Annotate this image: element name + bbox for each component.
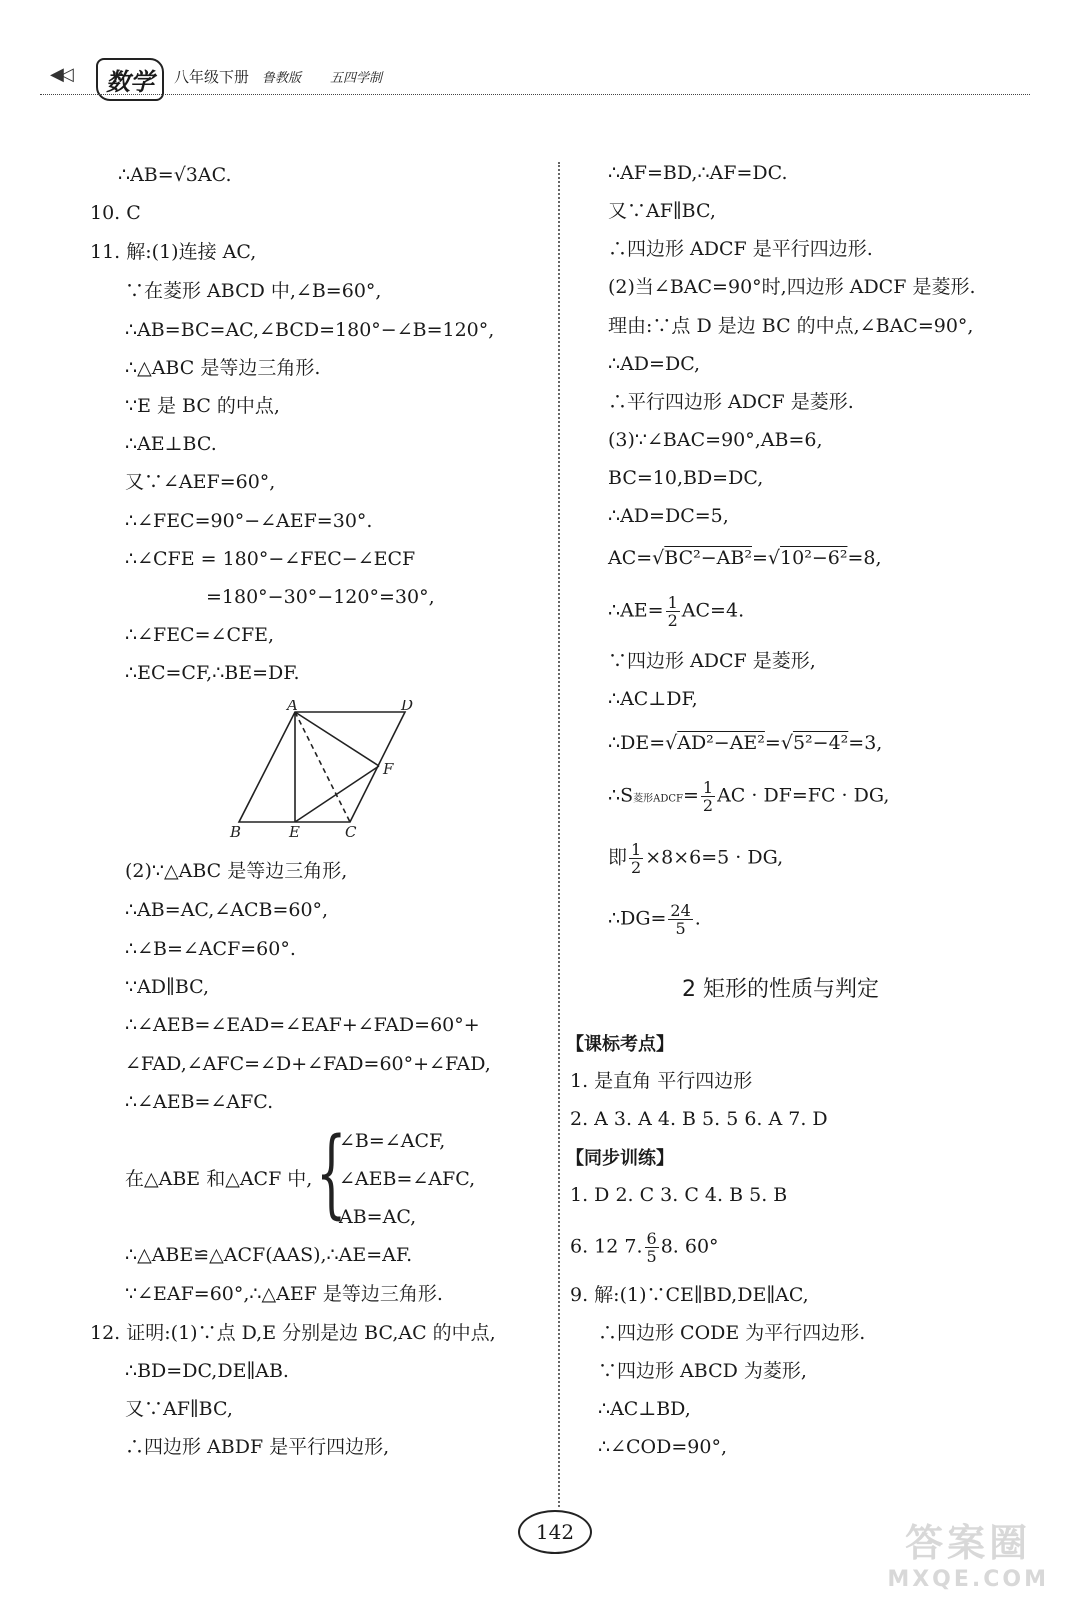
tag-label: 【同步训练】: [566, 1148, 674, 1169]
text-line: ∵AD∥BC,: [125, 976, 210, 998]
formula-part: =√: [752, 547, 781, 569]
denominator: 2: [702, 796, 714, 815]
formula-line: [608, 902, 701, 937]
label-c: C: [345, 823, 357, 840]
formula-line: [608, 545, 882, 571]
segment-ac: [295, 712, 350, 822]
segment-af: [295, 712, 379, 766]
grade-label: 八年级下册: [174, 68, 250, 86]
formula-line: [608, 730, 882, 756]
formula-part: .: [694, 907, 701, 930]
text-line: ∵∠EAF=60°,∴△AEF 是等边三角形.: [125, 1283, 443, 1305]
numerator: 1: [631, 840, 642, 859]
text-line: ∴∠FEC=90°−∠AEF=30°.: [125, 510, 373, 532]
text-line: ∴四边形 ABDF 是平行四边形,: [125, 1436, 390, 1458]
text-line: ∴四边形 CODE 为平行四边形.: [598, 1322, 866, 1344]
formula-part: BC²−AB²: [664, 547, 752, 569]
text-line: ∴BD=DC,DE∥AB.: [125, 1360, 289, 1382]
edition-label: 鲁教版: [262, 71, 302, 86]
rhombus-diagram: [225, 700, 435, 840]
formula-line: [608, 841, 783, 876]
formula-part: 10²−6²: [780, 547, 848, 569]
label-d: D: [401, 700, 414, 714]
formula-part: ∴DE=√: [608, 732, 678, 754]
formula-part: ×8×6=5 · DG,: [645, 846, 784, 869]
text-line: ∴AC⊥DF,: [608, 688, 698, 710]
system-line: ∠AEB=∠AFC,: [339, 1168, 476, 1190]
section-title: 2 矩形的性质与判定: [682, 977, 879, 1002]
formula-part: AC=4.: [681, 599, 745, 622]
text-line: ∴EC=CF,∴BE=DF.: [125, 662, 300, 684]
text-line: ∵四边形 ADCF 是菱形,: [608, 650, 816, 672]
question-heading: 11. 解:(1)连接 AC,: [90, 241, 257, 263]
system-line: ∠B=∠ACF,: [339, 1130, 446, 1152]
numerator: 1: [667, 593, 678, 612]
header-divider: [40, 94, 1030, 95]
fraction: [668, 902, 692, 937]
denominator: 2: [667, 611, 678, 630]
denominator: 5: [646, 1247, 657, 1266]
formula-part: =√: [764, 732, 793, 754]
formula-part: =3,: [848, 732, 883, 754]
numerator: 6: [646, 1229, 657, 1248]
text-line: ∴∠AEB=∠EAD=∠EAF+∠FAD=60°+: [125, 1014, 480, 1036]
system-line: AB=AC,: [339, 1206, 417, 1228]
formula-part: 即: [608, 846, 628, 869]
watermark: [887, 1512, 1049, 1592]
text-line: ∵在菱形 ABCD 中,∠B=60°,: [125, 280, 382, 302]
arrow-left-icon: ◀◁: [50, 64, 70, 85]
text-line: ∴AD=DC,: [608, 353, 701, 375]
text-line: =180°−30°−120°=30°,: [206, 586, 435, 608]
subscript: 菱形ADCF: [633, 793, 683, 805]
text-line: ∴AB=√3AC.: [118, 164, 232, 186]
text-line: 又∵∠AEF=60°,: [125, 471, 276, 493]
answer-line: 1. D 2. C 3. C 4. B 5. B: [570, 1184, 788, 1206]
segment-ef: [295, 766, 379, 822]
subject-badge: 数学: [96, 58, 164, 101]
text-line: 在△ABE 和△ACF 中,: [125, 1168, 313, 1190]
system-label: 五四学制: [330, 71, 383, 86]
text-line: ∴AB=BC=AC,∠BCD=180°−∠B=120°,: [125, 319, 495, 341]
answer-line: 2. A 3. A 4. B 5. 5 6. A 7. D: [570, 1108, 828, 1130]
formula-part: 8. 60°: [660, 1235, 719, 1258]
text-line: ∵E 是 BC 的中点,: [125, 395, 280, 417]
watermark-title: 答案圈: [905, 1521, 1032, 1565]
text-line: ∴∠CFE = 180°−∠FEC−∠ECF: [125, 548, 416, 570]
page-header: [40, 58, 1030, 98]
answer-line: 1. 是直角 平行四边形: [570, 1070, 753, 1092]
text-line: BC=10,BD=DC,: [608, 467, 764, 489]
formula-line: [608, 779, 889, 814]
numerator: 1: [702, 778, 714, 797]
text-line: ∴平行四边形 ADCF 是菱形.: [608, 391, 854, 413]
question-heading: 9. 解:(1)∵CE∥BD,DE∥AC,: [570, 1284, 809, 1306]
text-line: ∴△ABE≌△ACF(AAS),∴AE=AF.: [125, 1244, 413, 1266]
formula-part: AD²−AE²: [677, 732, 765, 754]
formula-part: ∴AE=: [608, 599, 664, 622]
tag-label: 【课标考点】: [566, 1034, 674, 1055]
page-number: 142: [518, 1510, 592, 1554]
text-line: ∴AC⊥BD,: [598, 1398, 691, 1420]
fraction: [629, 841, 643, 876]
formula-part: ∴S: [608, 784, 634, 807]
label-e: E: [289, 823, 300, 840]
text-line: (2)当∠BAC=90°时,四边形 ADCF 是菱形.: [608, 276, 976, 298]
text-line: ∴△ABC 是等边三角形.: [125, 357, 321, 379]
text-line: ∠FAD,∠AFC=∠D+∠FAD=60°+∠FAD,: [125, 1053, 491, 1075]
question-heading: 12. 证明:(1)∵点 D,E 分别是边 BC,AC 的中点,: [90, 1322, 496, 1344]
formula-part: =: [682, 784, 699, 807]
text-line: ∴AE⊥BC.: [125, 433, 217, 455]
text-line: ∴四边形 ADCF 是平行四边形.: [608, 238, 873, 260]
answer-line: 10. C: [90, 202, 141, 224]
formula-part: 5²−4²: [792, 732, 849, 754]
text-line: (2)∵△ABC 是等边三角形,: [125, 860, 348, 882]
formula-part: AC · DF=FC · DG,: [717, 784, 890, 807]
text-line: (3)∵∠BAC=90°,AB=6,: [608, 429, 823, 451]
numerator: 24: [670, 901, 691, 920]
column-divider: [558, 162, 560, 1507]
fraction: [666, 594, 680, 629]
formula-line: [608, 594, 744, 629]
text-line: ∵四边形 ABCD 为菱形,: [598, 1360, 807, 1382]
text-line: ∴∠FEC=∠CFE,: [125, 624, 275, 646]
text-line: 又∵AF∥BC,: [608, 200, 716, 222]
watermark-url: MXQE.COM: [887, 1567, 1049, 1592]
fraction: [645, 1230, 659, 1265]
text-line: ∴∠COD=90°,: [598, 1436, 727, 1458]
text-line: ∴AF=BD,∴AF=DC.: [608, 162, 788, 184]
text-line: ∴∠AEB=∠AFC.: [125, 1091, 274, 1113]
formula-part: AC=√: [608, 547, 665, 569]
label-b: B: [230, 823, 242, 840]
text-line: 理由:∵点 D 是边 BC 的中点,∠BAC=90°,: [608, 315, 974, 337]
formula-part: 6. 12 7.: [570, 1235, 643, 1258]
denominator: 5: [675, 919, 686, 938]
text-line: ∴∠B=∠ACF=60°.: [125, 938, 296, 960]
brace-symbol: {: [316, 1117, 347, 1229]
denominator: 2: [631, 858, 642, 877]
text-line: 又∵AF∥BC,: [125, 1398, 233, 1420]
answer-line: [570, 1230, 719, 1265]
text-line: ∴AB=AC,∠ACB=60°,: [125, 899, 329, 921]
formula-part: ∴DG=: [608, 907, 667, 930]
text-line: ∴AD=DC=5,: [608, 505, 729, 527]
label-f: F: [383, 760, 394, 778]
formula-part: =8,: [847, 547, 882, 569]
label-a: A: [287, 700, 298, 714]
fraction: [701, 779, 715, 814]
